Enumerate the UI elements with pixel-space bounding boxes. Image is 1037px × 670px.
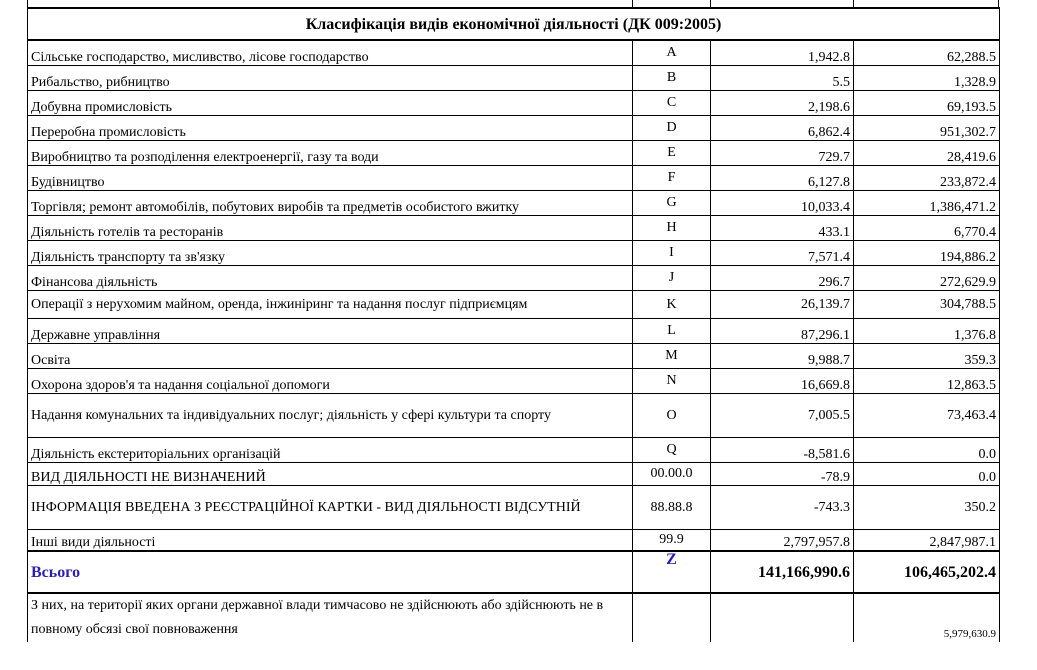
value-col-2: 350.2 (854, 485, 1000, 529)
activity-code: K (633, 290, 711, 318)
activity-code: I (633, 240, 711, 265)
total-label: Всього (28, 551, 633, 593)
value-col-1: 1,942.8 (711, 40, 854, 65)
note-code (633, 593, 711, 642)
value-col-2: 28,419.6 (854, 140, 1000, 165)
activity-code: G (633, 190, 711, 215)
activity-code: M (633, 343, 711, 368)
activity-code: 99.9 (633, 529, 711, 551)
activity-code: O (633, 393, 711, 437)
table-row (28, 140, 1000, 165)
value-col-1: 87,296.1 (711, 318, 854, 343)
value-col-2: 951,302.7 (854, 115, 1000, 140)
value-col-1: 729.7 (711, 140, 854, 165)
value-col-1: -743.3 (711, 485, 854, 529)
activity-name: Освіта (28, 343, 633, 368)
value-col-1: 2,198.6 (711, 90, 854, 115)
value-col-2: 0.0 (854, 437, 1000, 462)
table-row (28, 462, 1000, 485)
activity-name: Інші види діяльності (28, 529, 633, 551)
activity-name: ВИД ДІЯЛЬНОСТІ НЕ ВИЗНАЧЕНИЙ (28, 462, 633, 485)
value-col-1: 9,988.7 (711, 343, 854, 368)
activity-name: Надання комунальних та індивідуальних послуг; діяльність у сфері культури та спорту (28, 393, 633, 437)
activity-code: L (633, 318, 711, 343)
value-col-2: 12,863.5 (854, 368, 1000, 393)
value-col-2: 62,288.5 (854, 40, 1000, 65)
value-col-1: 7,005.5 (711, 393, 854, 437)
activity-name: Сільське господарство, мисливство, лісове господарство (28, 40, 633, 65)
table-title-row (28, 8, 1000, 40)
value-col-1: 5.5 (711, 65, 854, 90)
table-row (28, 318, 1000, 343)
value-col-2: 272,629.9 (854, 265, 1000, 290)
value-col-1: 2,797,957.8 (711, 529, 854, 551)
table-title: Класифікація видів економічної діяльності (ДК 009:2005) (28, 8, 1000, 40)
activity-code: N (633, 368, 711, 393)
activity-name: Переробна промисловість (28, 115, 633, 140)
activity-name: Охорона здоров'я та надання соціальної допомоги (28, 368, 633, 393)
total-value-col-1: 141,166,990.6 (711, 551, 854, 593)
activity-name: Фінансова діяльність (28, 265, 633, 290)
value-col-2: 304,788.5 (854, 290, 1000, 318)
activity-code: H (633, 215, 711, 240)
value-col-2: 6,770.4 (854, 215, 1000, 240)
value-col-1: -78.9 (711, 462, 854, 485)
value-col-2: 1,376.8 (854, 318, 1000, 343)
table-row (28, 65, 1000, 90)
activity-code: C (633, 90, 711, 115)
activity-code: E (633, 140, 711, 165)
activity-name: Діяльність транспорту та зв'язку (28, 240, 633, 265)
table-row (28, 240, 1000, 265)
table-row (28, 343, 1000, 368)
activity-name: Добувна промисловість (28, 90, 633, 115)
activity-name: Будівництво (28, 165, 633, 190)
value-col-1: 10,033.4 (711, 190, 854, 215)
total-value-col-2: 106,465,202.4 (854, 551, 1000, 593)
value-col-2: 359.3 (854, 343, 1000, 368)
value-col-1: 6,862.4 (711, 115, 854, 140)
note-text: З них, на території яких органи державної влади тимчасово не здійснюють або здійснюють не в повному обсязі свої повноваження (28, 593, 633, 642)
activity-classification-table (27, 7, 1000, 642)
activity-name: Операції з нерухомим майном, оренда, інжиніринг та надання послуг підприємцям (28, 290, 633, 318)
value-col-2: 194,886.2 (854, 240, 1000, 265)
activity-code: F (633, 165, 711, 190)
table-row (28, 90, 1000, 115)
activity-name: Торгівля; ремонт автомобілів, побутових виробів та предметів особистого вжитку (28, 190, 633, 215)
table-row (28, 290, 1000, 318)
table-row (28, 265, 1000, 290)
table-row (28, 437, 1000, 462)
value-col-2: 69,193.5 (854, 90, 1000, 115)
activity-name: ІНФОРМАЦІЯ ВВЕДЕНА З РЕЄСТРАЦІЙНОЇ КАРТКИ - ВИД ДІЯЛЬНОСТІ ВІДСУТНІЙ (28, 485, 633, 529)
value-col-2: 233,872.4 (854, 165, 1000, 190)
table-row (28, 115, 1000, 140)
value-col-1: 7,571.4 (711, 240, 854, 265)
note-value-col-1 (711, 593, 854, 642)
activity-name: Рибальство, рибництво (28, 65, 633, 90)
note-value-col-2: 5,979,630.9 (854, 593, 1000, 642)
activity-code: A (633, 40, 711, 65)
value-col-2: 1,328.9 (854, 65, 1000, 90)
table-row (28, 215, 1000, 240)
activity-code: B (633, 65, 711, 90)
activity-name: Державне управління (28, 318, 633, 343)
activity-code: Q (633, 437, 711, 462)
value-col-1: 26,139.7 (711, 290, 854, 318)
value-col-1: 433.1 (711, 215, 854, 240)
activity-name: Діяльність екстериторіальних організацій (28, 437, 633, 462)
table-row (28, 40, 1000, 65)
activity-name: Діяльність готелів та ресторанів (28, 215, 633, 240)
table-row (28, 368, 1000, 393)
value-col-2: 1,386,471.2 (854, 190, 1000, 215)
value-col-1: 6,127.8 (711, 165, 854, 190)
value-col-2: 2,847,987.1 (854, 529, 1000, 551)
total-row (28, 551, 1000, 593)
table-row (28, 165, 1000, 190)
total-code: Z (633, 551, 711, 593)
value-col-1: 16,669.8 (711, 368, 854, 393)
activity-code: 88.88.8 (633, 485, 711, 529)
value-col-1: 296.7 (711, 265, 854, 290)
table-row (28, 529, 1000, 551)
note-row (28, 593, 1000, 642)
value-col-1: -8,581.6 (711, 437, 854, 462)
activity-code: 00.00.0 (633, 462, 711, 485)
table-row (28, 190, 1000, 215)
activity-code: J (633, 265, 711, 290)
table-row (28, 485, 1000, 529)
value-col-2: 73,463.4 (854, 393, 1000, 437)
table-row (28, 393, 1000, 437)
activity-name: Виробництво та розподілення електроенергії, газу та води (28, 140, 633, 165)
activity-code: D (633, 115, 711, 140)
value-col-2: 0.0 (854, 462, 1000, 485)
